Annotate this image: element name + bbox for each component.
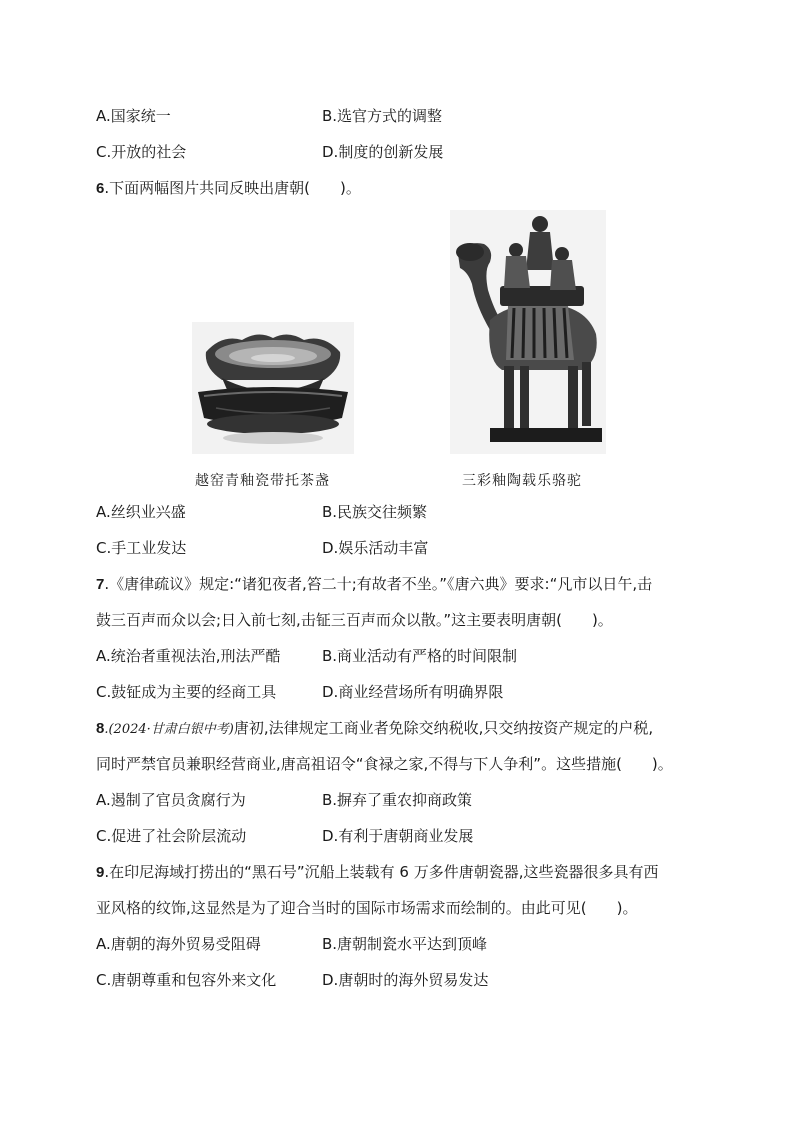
q9-number: 9 — [96, 864, 105, 881]
q5-option-c: C.开放的社会 — [96, 143, 187, 161]
q9-stem-line2: 亚风格的纹饰,这显然是为了迎合当时的国际市场需求而绘制的。由此可见( )。 — [96, 899, 638, 917]
q7-option-b: B.商业活动有严格的时间限制 — [322, 647, 518, 665]
sancai-camel-caption: 三彩釉陶载乐骆驼 — [462, 473, 582, 489]
q8-source: .(2024·甘肃白银中考) — [104, 722, 234, 737]
q7-stem-line1 — [96, 574, 652, 595]
sancai-camel-illustration — [450, 210, 606, 454]
q7-option-c: C.鼓钲成为主要的经商工具 — [96, 683, 277, 701]
sancai-camel-image — [450, 210, 606, 454]
q7-stem-line2: 鼓三百声而众以会;日入前七刻,击钲三百声而众以散。”这主要表明唐朝( )。 — [96, 611, 613, 629]
q6-number: 6 — [96, 180, 105, 197]
q8-stem-text-1: 唐初,法律规定工商业者免除交纳税收,只交纳按资产规定的户税, — [233, 719, 654, 737]
q6-option-a: A.丝织业兴盛 — [96, 503, 186, 521]
q8-stem-line1 — [96, 718, 653, 740]
q9-option-d: D.唐朝时的海外贸易发达 — [322, 971, 489, 989]
q6-option-c: C.手工业发达 — [96, 539, 187, 557]
q9-option-a: A.唐朝的海外贸易受阻碍 — [96, 935, 261, 953]
tea-bowl-illustration — [192, 322, 354, 454]
q6-stem — [96, 178, 361, 199]
q7-option-d: D.商业经营场所有明确界限 — [322, 683, 504, 701]
q5-option-d: D.制度的创新发展 — [322, 143, 444, 161]
q8-option-d: D.有利于唐朝商业发展 — [322, 827, 474, 845]
q8-option-a: A.遏制了官员贪腐行为 — [96, 791, 246, 809]
q7-number: 7 — [96, 576, 105, 593]
q8-option-c: C.促进了社会阶层流动 — [96, 827, 247, 845]
tea-bowl-image — [192, 322, 354, 454]
q9-stem-line1 — [96, 862, 659, 883]
tea-bowl-caption: 越窑青釉瓷带托茶盏 — [195, 473, 330, 489]
q8-stem-line2: 同时严禁官员兼职经营商业,唐高祖诏令“食禄之家,不得与下人争利”。这些措施( )。 — [96, 755, 673, 773]
q9-option-c: C.唐朝尊重和包容外来文化 — [96, 971, 277, 989]
q5-option-b: B.选官方式的调整 — [322, 107, 443, 125]
q7-option-a: A.统治者重视法治,刑法严酷 — [96, 647, 281, 665]
q7-stem-text-1: .《唐律疏议》规定:“诸犯夜者,笞二十;有故者不坐。”《唐六典》要求:“凡市以日午,击 — [104, 575, 653, 593]
q9-option-b: B.唐朝制瓷水平达到顶峰 — [322, 935, 488, 953]
q8-option-b: B.摒弃了重农抑商政策 — [322, 791, 473, 809]
q6-option-d: D.娱乐活动丰富 — [322, 539, 429, 557]
q9-stem-text-1: .在印尼海域打捞出的“黑石号”沉船上装载有 6 万多件唐朝瓷器,这些瓷器很多具有西 — [104, 863, 659, 881]
q5-option-a: A.国家统一 — [96, 107, 171, 125]
q8-number: 8 — [96, 720, 105, 737]
q6-option-b: B.民族交往频繁 — [322, 503, 428, 521]
q6-stem-text: .下面两幅图片共同反映出唐朝( )。 — [104, 179, 361, 197]
